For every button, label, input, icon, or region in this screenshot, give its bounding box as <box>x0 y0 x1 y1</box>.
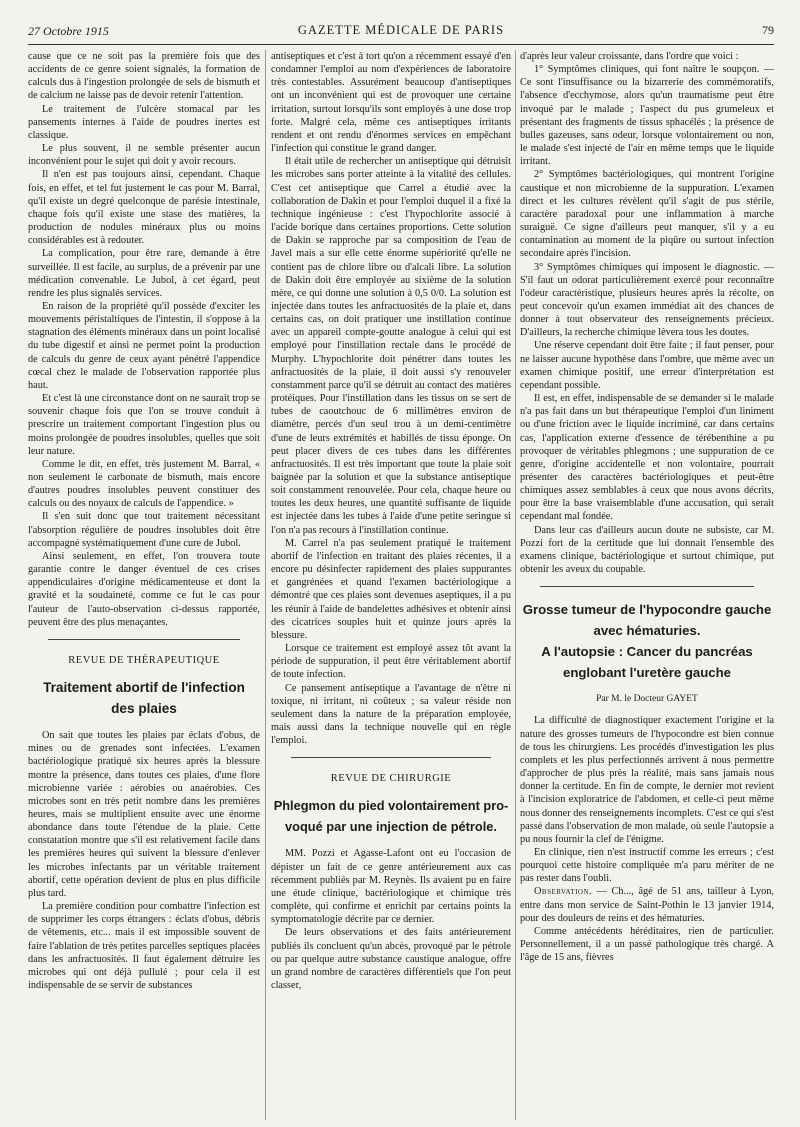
journal-title: GAZETTE MÉDICALE DE PARIS <box>297 23 505 37</box>
paragraph: Il s'en suit donc que tout traitement nécessitant l'absorption régulière de poudres insolubles doit être accompagné systématiquement d'une cure de Jubol. <box>28 511 260 549</box>
paragraph: 3° Symptômes chimiques qui imposent le diagnostic. — S'il faut un odorat particulièrement exercé pour reconnaître l'odeur caractéristique, plusieurs heures après la récolte, on peut concevoir qu'un examen immédiat ait des chances de donner à tout observateur des renseignements précieux. D'ailleurs, la recherche chimique lèvera tous les doutes. <box>520 261 774 339</box>
paragraph: Et c'est là une circonstance dont on ne saurait trop se souvenir chaque fois que l'on se trouve conduit à prescrire un traitement comportant l'ingestion plus ou moins prolongée de poudres insolubles, quelles que soit leur nature. <box>28 393 260 457</box>
paragraph: Ce pansement antiseptique a l'avantage de n'être ni toxique, ni irritant, ni coûteux ; sa valeur réside non seulement dans la nature de la préparation employée, mais aussi dans la technique nouvelle qui en règle l'emploi. <box>271 682 511 747</box>
section-heading: REVUE DE THÉRAPEUTIQUE <box>68 654 220 666</box>
column-2 <box>271 50 511 1122</box>
paragraph: Le plus souvent, il ne semble présenter aucun inconvénient pour le sujet qui doit y avoir recours. <box>28 143 260 168</box>
paragraph: Ainsi seulement, en effet, l'on trouvera toute garantie contre le danger éventuel de ces crises appendiculaires d'origine médicamenteuse et dont la gravité et la soudaineté, comme ce fut le cas pour l'auteur de l'auto-observation ci-dessus rapportée, peuvent être des plus menaçantes. <box>28 550 260 628</box>
column-3 <box>520 50 774 1122</box>
section-rule <box>48 639 240 640</box>
page-header <box>28 20 774 45</box>
article-title-line: Traitement abortif de l'infection <box>43 680 245 696</box>
article-title-line: voqué par une injection de pétrole. <box>285 819 497 835</box>
paragraph: En clinique, rien n'est instructif comme les erreurs ; c'est pourquoi cette histoire compliquée m'a paru mériter de ne pas rester dans l'oubli. <box>520 846 774 885</box>
paragraph: cause que ce ne soit pas la première fois que des accidents de ce genre soient signalés, la formation de calculs dus à l'ingestion prolongée de sels de bismuth et de calcium ne laisse pas de devoir retenir l'attention. <box>28 51 260 102</box>
section-rule <box>291 757 491 758</box>
paragraph: MM. Pozzi et Agasse-Lafont ont eu l'occasion de dépister un fait de ce genre antérieurement aux cas récemment publiés par M. Reynès. Ils avaient pu en faire une étude clinique, bactériologique et chimique très complète, qui confirme et enrichit par certains points la symptomatologie décrite par ce dernier. <box>271 848 511 926</box>
section-heading: REVUE DE CHIRURGIE <box>330 773 452 785</box>
issue-date: 27 Octobre 1915 <box>28 24 109 38</box>
paragraph: Une réserve cependant doit être faite ; il faut penser, pour ne laisser aucune hypothèse dans l'ombre, que même avec un examen chimique positif, une erreur d'interprétation est cependant possible. <box>520 340 774 391</box>
article-title-line: Grosse tumeur de l'hypocondre gauche <box>522 602 772 618</box>
paragraph: M. Carrel n'a pas seulement pratiqué le traitement abortif de l'infection en traitant des plaies récentes, il a encore pu désinfecter rapidement des plaies suppurantes et gangrénées et quand l'examen bactériologique a démontré que ces plaies sont devenues aseptiques, il a pu les réunir à l'aide de bandelettes adhésives et obtenir ainsi des cicatrices souples huit et quinze jours après la blessure. <box>271 537 511 641</box>
section-rule <box>540 586 754 587</box>
paragraph <box>520 885 774 924</box>
column-1 <box>28 50 260 1122</box>
column-divider <box>265 50 266 1120</box>
paragraph: Le traitement de l'ulcère stomacal par les pansements internes à l'aide de poudres inertes est classique. <box>28 103 260 141</box>
article-title-line: des plaies <box>111 701 177 717</box>
paragraph: Il n'en est pas toujours ainsi, cependant. Chaque fois, en effet, et tel fut justement le cas pour M. Barral, qu'il existe un degré quelconque de parésie intestinale, chaque fois qu'il existe une stase des matières, la production de nodules minéraux plus ou moins considérables est à redouter. <box>28 169 260 247</box>
paragraph: Comme antécédents héréditaires, rien de particulier. Personnellement, il a un passé pathologique très chargé. A l'âge de 15 ans, fièvres <box>520 925 774 964</box>
article-title-line: englobant l'uretère gauche <box>562 665 731 681</box>
paragraph: antiseptiques et c'est à tort qu'on a récemment essayé d'en condamner l'emploi au nom d'expériences de laboratoire très contestables. Assurément beaucoup d'antiseptiques ont un inconvénient qui est de provoquer une certaine irritation, surtout lorsqu'ils sont employés à une dose trop forte. Malgré cela, même ces antiseptiques irritants rendent et ont rendu d'énormes services en empêchant l'infection qui constitue le grand danger. <box>271 51 511 155</box>
column-divider <box>515 50 516 1120</box>
paragraph: 1° Symptômes cliniques, qui font naître le soupçon. — Ce sont l'insuffisance ou la bizarrerie des commémoratifs, l'absence d'ecchymose, alors qu'un traumatisme peut être invoqué par le malade ; l'aspect du pus grumeleux et présentant des fragments de tissus sphacélés ; la présence de bulles gazeuses, sans odeur, lorsque volontairement ou non, le malade s'est injecté de l'air en même temps que le liquide irritant. <box>520 64 774 168</box>
paragraph: De leurs observations et des faits antérieurement publiés ils concluent qu'un abcès, provoqué par le pétrole ou par quelque autre substance caustique analogue, offre un grand nombre de caractères différentiels que l'on peut classer, <box>271 927 511 991</box>
paragraph: La première condition pour combattre l'infection est de supprimer les corps étrangers : éclats d'obus, débris de vêtements, etc... mais il est impossible souvent de faire l'ablation de très petites parcelles septiques placées dans les anfractuosités. Il faut également détruire les microbes qui ont déjà pullulé ; pour cela il est indispensable de se servir de substances <box>28 901 260 991</box>
paragraph: Il était utile de rechercher un antiseptique qui détruisît les microbes sans porter atteinte à la vitalité des cellules. C'est cet antiseptique que Carrel a étudié avec la collaboration de Dakin et pour l'emploi duquel il a fixé la technique ingénieuse : c'est l'hypochlorite associé à l'acide borique dans certaines proportions. Cette solution de Dakin se rapproche par sa composition de l'eau de Javel mais a sur elle cette énorme supériorité qu'elle ne contient pas de chlore libre ou d'alcali libre. La solution de Dakin doit être employée au sixième de la solution mère, ce qui donne une solution à 0,5 0/0. La solution est injectée dans toutes les anfractuosités de la plaie et, dans certains cas, on doit pratiquer une instillation continue avec un appareil compte-goutte analogue à celui qui est employé pour l'instillation rectale dans le procédé de Murphy. L'hypochlorite doit pénétrer dans toutes les anfractuosités de la plaie, il doit aussi s'y renouveler constamment parce qu'il se détruit au contact des matières protéiques. Pour l'instillation dans les tissus on se sert de tubes de caoutchouc de 6 millimètres environ de diamètre, percés d'un seul trou à un demi-centimètre d'une de leurs extrémités et habillés de tissu éponge. On peut placer divers de ces tubes dans les différentes anfractuosités. Il est très important que toute la plaie soit baignée par la solution et que la substance antiseptique soit constamment renouvelée. Pour cela, chaque heure ou toutes les deux heures, une quantité suffisante de liquide est injectée dans les tubes à l'aide d'une petite seringue si l'on n'a pas recours à l'instillation continue. <box>271 156 511 536</box>
paragraph: Comme le dit, en effet, très justement M. Barral, « non seulement le carbonate de bismuth, mais encore d'autres poudres insolubles peuvent constituer des calculs ou des noyaux de calculs de l'appendice. » <box>28 458 260 510</box>
article-title <box>28 677 260 719</box>
paragraph: Dans leur cas d'ailleurs aucun doute ne subsiste, car M. Pozzi fort de la certitude que lui donnait l'ensemble des examens clinique, bactériologique et surtout chimique, put obtenir les aveux du coupable. <box>520 524 774 576</box>
paragraph: Lorsque ce traitement est employé assez tôt avant la période de suppuration, il peut être véritablement abortif de toute infection. <box>271 643 511 681</box>
paragraph: d'après leur valeur croissante, dans l'ordre que voici : <box>520 51 739 62</box>
paragraph: 2° Symptômes bactériologiques, qui montrent l'origine caustique et non microbienne de la suppuration. L'examen direct et les cultures révèlent qu'il s'agit de pus stérile, caractère paradoxal pour une inflammation à marche suraiguë. Ce signe d'ailleurs peut manquer, s'il y a eu contamination au moment de la piqûre ou surtout infection secondaire après l'incision. <box>520 169 774 260</box>
article-title-line: A l'autopsie : Cancer du pancréas <box>541 644 753 660</box>
paragraph: La difficulté de diagnostiquer exactement l'origine et la nature des grosses tumeurs de l'hypocondre est bien connue de tous les chirurgiens. Les procédés d'investigation les plus complets et les plus perfectionnés arrivent à nous permettre d'approcher de plus près la réalité, mais sans jamais nous donner la certitude. En fin de compte, le dernier mot revient à l'incision exploratrice de l'abdomen, et celle-ci peut même nous donner des renseignements incomplets. C'est ce qui s'est passé dans l'observation de mon malade, où seule l'autopsie a pu nous fournir la clef de l'énigme. <box>520 715 774 845</box>
page-number: 79 <box>762 23 774 37</box>
article-title <box>271 795 511 837</box>
article-byline: Par M. le Docteur GAYET <box>596 694 698 705</box>
paragraph: Il est, en effet, indispensable de se demander si le malade n'a pas fait dans un but thérapeutique l'emploi d'un liniment ou d'une friction avec le liquide incriminé, car dans certains cas, l'application externe d'essence de térébenthine a pu provoquer de véritables phlegmons ; une suppuration de ce genre, d'origine accidentelle et non volontaire, pourrait présenter des caractères bactériologiques et peut-être chimiques assez semblables à ceux que nous avons décrits, pour être la base vraisemblable d'une accusation, qui serait cependant mal fondée. <box>520 393 774 523</box>
paragraph: La complication, pour être rare, demande à être surveillée. Il est facile, au surplus, de a prévenir par une médication convenable. Le Jubol, à cet égard, peut rendre les plus signalés services. <box>28 248 260 299</box>
paragraph: On sait que toutes les plaies par éclats d'obus, de mines ou de grenades sont infectées. L'examen bactériologique pratiqué six heures après la blessure montre la présence, dans toutes ces plaies, d'une flore microbienne variée : aérobies ou anaérobies. Ces microbes sont en très petit nombre dans les premières heures, mais se multiplient ensuite avec une énorme abondance dans toute l'étendue de la plaie. Cette constatation montre que s'il est relativement facile dans les premières heures qui suivent la blessure d'enlever les microbes infectants par un véritable traitement abortif, cette opération devient de plus en plus difficile plus tard. <box>28 730 260 899</box>
article-title <box>520 599 774 683</box>
observation-text: — Ch..., âgé de 51 ans, tailleur à Lyon, entre dans mon service de Saint-Pothin le 13 janvier 1914, pour des douleurs de reins et des hématuries. <box>520 886 774 924</box>
article-title-line: Phlegmon du pied volontairement pro- <box>273 798 509 814</box>
observation-label: Observation. <box>534 886 593 898</box>
article-title-line: avec hématuries. <box>593 623 701 639</box>
paragraph: En raison de la propriété qu'il possède d'exciter les mouvements péristaltiques de l'intestin, il s'oppose à la stagnation des éléments minéraux dans un point localisé du tube digestif et ainsi ne permet point la production de calculs du genre de ceux ayant pénétré l'appendice cœcal chez le malade de l'observation rapportée plus haut. <box>28 300 260 391</box>
